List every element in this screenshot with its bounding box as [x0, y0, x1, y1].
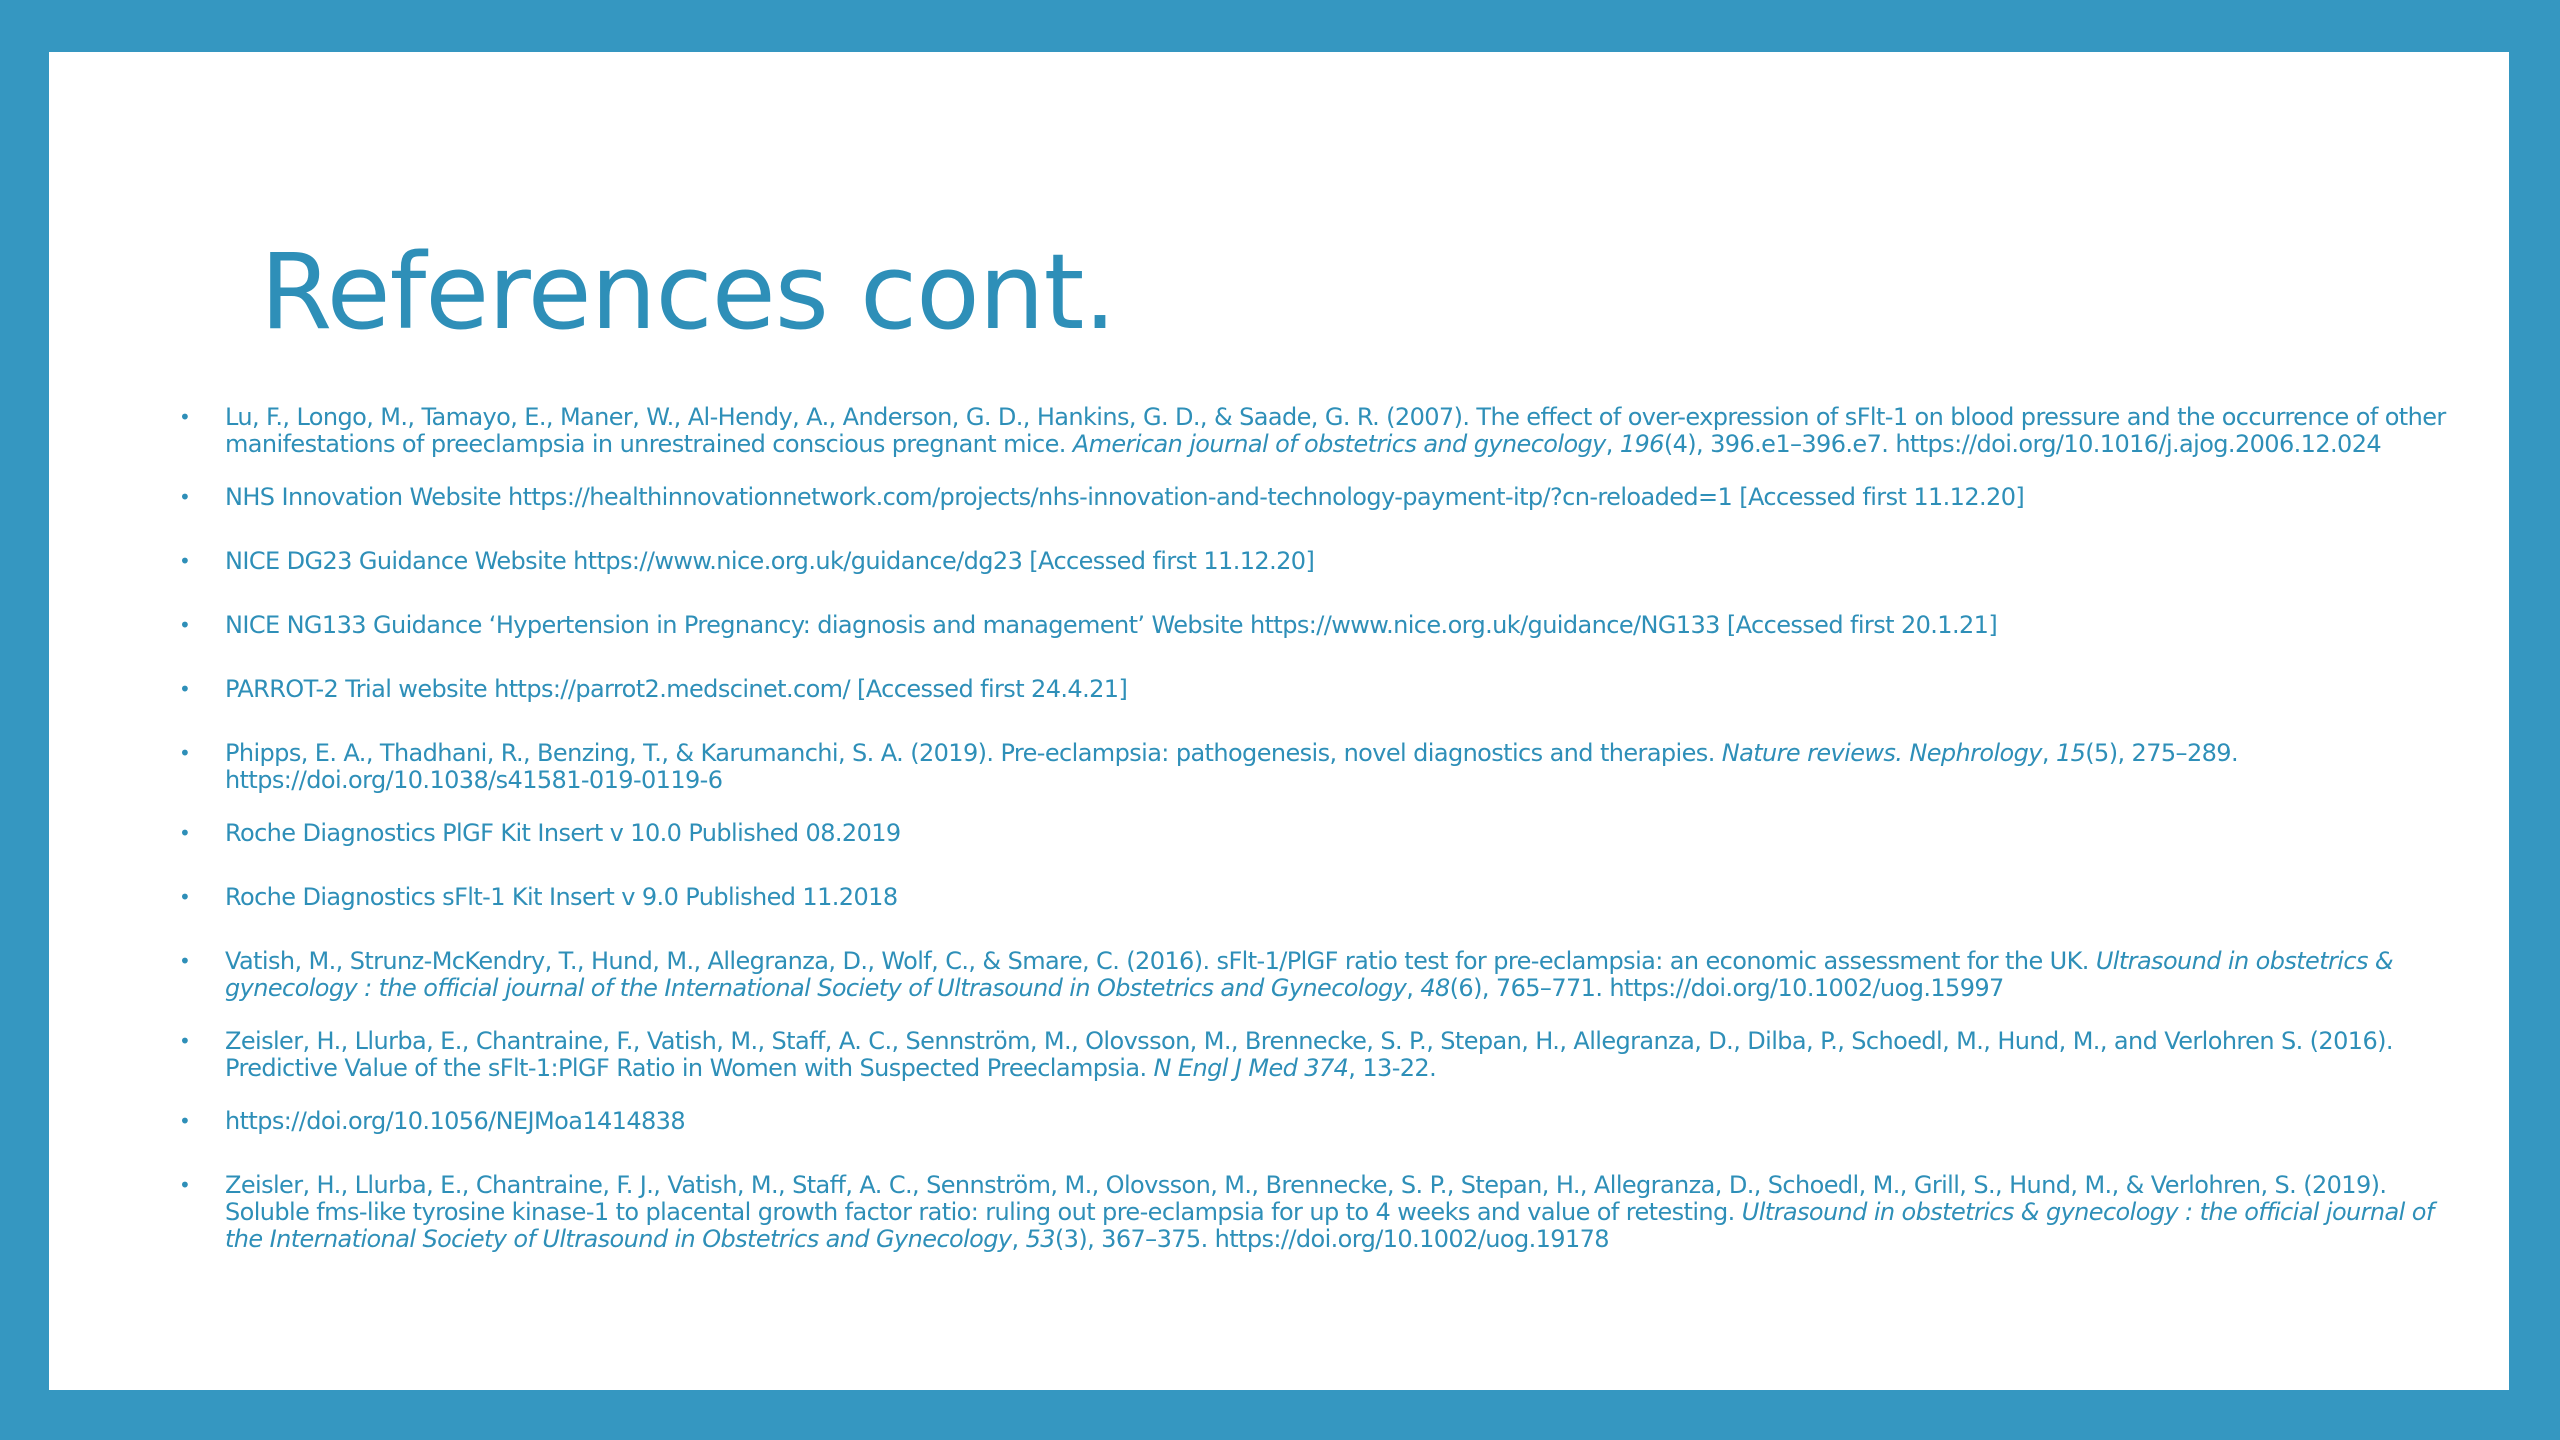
journal-title: American journal of obstetrics and gynecology [1072, 430, 1606, 458]
reference-text: NICE DG23 Guidance Website https://www.nice.org.uk/guidance/dg23 [Accessed first 11.12.20] [225, 547, 1315, 575]
journal-volume: 196 [1619, 430, 1664, 458]
reference-list [175, 404, 2465, 1279]
reference-item-nejm-doi [175, 1108, 2465, 1135]
reference-text: Roche Diagnostics PlGF Kit Insert v 10.0 Published 08.2019 [225, 819, 901, 847]
reference-text: Zeisler, H., Llurba, E., Chantraine, F., Vatish, M., Staff, A. C., Sennström, M., Olovsson, M., Brennecke, S. P., Stepan, H., Allegranza, D., Dilba, P., Schoedl, M., Hund, M., and Verlohren S. (2016). Predictive Value of the sFlt-1:PlGF Ratio in Women with Suspected Preeclampsia. [225, 1027, 2393, 1082]
journal-title: Nature reviews. Nephrology [1721, 739, 2042, 767]
slide [49, 52, 2509, 1390]
reference-separator: , [1011, 1225, 1026, 1253]
reference-item-phipps-2019 [175, 740, 2465, 794]
reference-item-nice-ng133 [175, 612, 2465, 639]
reference-item-zeisler-2019 [175, 1172, 2465, 1253]
reference-details: (6), 765–771. https://doi.org/10.1002/uog.15997 [1449, 974, 2004, 1002]
reference-item-roche-plgf [175, 820, 2465, 847]
reference-text: Vatish, M., Strunz-McKendry, T., Hund, M., Allegranza, D., Wolf, C., & Smare, C. (2016). sFlt-1/PlGF ratio test for pre-eclampsia: an economic assessment for the UK. [225, 947, 2096, 975]
journal-volume: 48 [1420, 974, 1450, 1002]
reference-details: (4), 396.e1–396.e7. https://doi.org/10.1016/j.ajog.2006.12.024 [1663, 430, 2382, 458]
reference-separator: , [1406, 974, 1421, 1002]
reference-details: (5), 275–289. https://doi.org/10.1038/s41581-019-0119-6 [225, 739, 2238, 794]
reference-item-parrot-2 [175, 676, 2465, 703]
journal-volume: 15 [2055, 739, 2086, 767]
reference-text: Zeisler, H., Llurba, E., Chantraine, F. J., Vatish, M., Staff, A. C., Sennström, M., Olovsson, M., Brennecke, S. P., Stepan, H., Allegranza, D., Schoedl, M., Grill, S., Hund, M., & Verlohren, S. (2019). Soluble fms-like tyrosine kinase-1 to placental growth factor ratio: ruling out pre-eclampsia for up to 4 weeks and value of retesting. [225, 1171, 2387, 1226]
reference-text: PARROT-2 Trial website https://parrot2.medscinet.com/ [Accessed first 24.4.21] [225, 675, 1128, 703]
page-title: References cont. [260, 231, 1116, 353]
reference-text: Roche Diagnostics sFlt-1 Kit Insert v 9.0 Published 11.2018 [225, 883, 898, 911]
reference-text: NICE NG133 Guidance ‘Hypertension in Pregnancy: diagnosis and management’ Website https://www.nice.org.uk/guidance/NG133 [Accessed first 20.1.21] [225, 611, 1998, 639]
reference-details: , 13-22. [1348, 1054, 1437, 1082]
reference-item-roche-sflt1 [175, 884, 2465, 911]
reference-text: Lu, F., Longo, M., Tamayo, E., Maner, W., Al-Hendy, A., Anderson, G. D., Hankins, G. D., & Saade, G. R. (2007). The effect of over-expression of sFlt-1 on blood pressure and the occurrence of other manifestations of preeclampsia in unrestrained conscious pregnant mice. [225, 403, 2446, 458]
reference-item-lu-2007 [175, 404, 2465, 458]
reference-separator: , [1605, 430, 1620, 458]
reference-item-nice-dg23 [175, 548, 2465, 575]
journal-volume: 53 [1025, 1225, 1055, 1253]
reference-item-nhs-innovation [175, 484, 2465, 511]
reference-text: NHS Innovation Website https://healthinnovationnetwork.com/projects/nhs-innovation-and-technology-payment-itp/?cn-reloaded=1 [Accessed first 11.12.20] [225, 483, 2025, 511]
reference-item-vatish-2016 [175, 948, 2465, 1002]
reference-text: https://doi.org/10.1056/NEJMoa1414838 [225, 1107, 686, 1135]
reference-text: Phipps, E. A., Thadhani, R., Benzing, T., & Karumanchi, S. A. (2019). Pre-eclampsia: pathogenesis, novel diagnostics and therapies. [225, 739, 1722, 767]
reference-details: (3), 367–375. https://doi.org/10.1002/uog.19178 [1054, 1225, 1609, 1253]
reference-separator: , [2041, 739, 2056, 767]
reference-item-zeisler-2016 [175, 1028, 2465, 1082]
journal-title: Ultrasound in obstetrics & gynecology : the official journal of the International Society of Ultrasound in Obstetrics and Gynecology [225, 947, 2394, 1002]
journal-title: Ultrasound in obstetrics & gynecology : the official journal of the International Society of Ultrasound in Obstetrics and Gynecology [225, 1198, 2434, 1253]
journal-title: N Engl J Med 374 [1153, 1054, 1349, 1082]
